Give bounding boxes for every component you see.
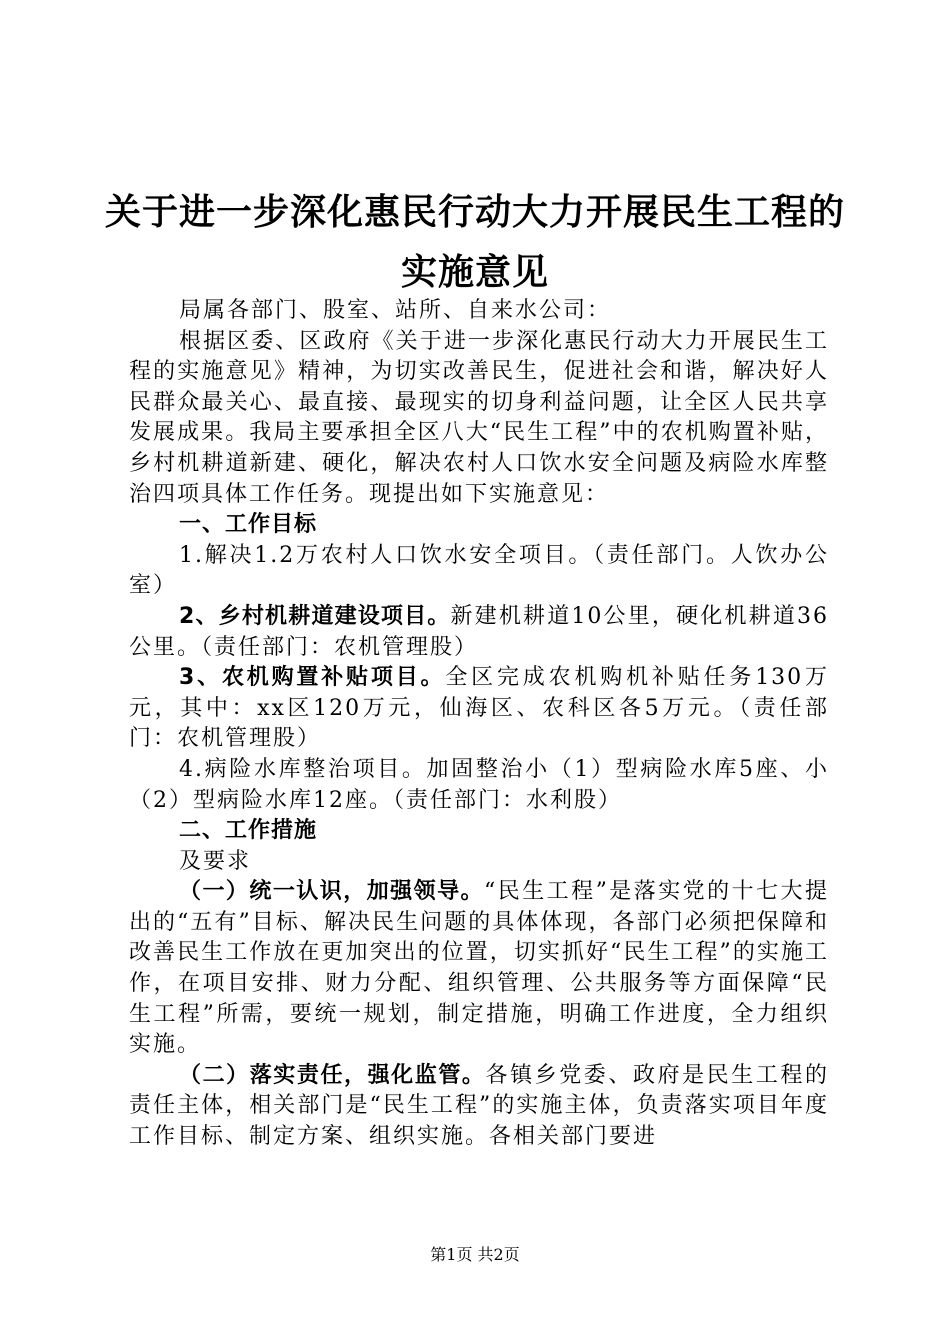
section1-item3-title: 3、农机购置补贴项目。 bbox=[179, 665, 446, 691]
document-body bbox=[129, 296, 829, 1153]
document-title-line2: 实施意见 bbox=[400, 252, 549, 293]
section2-para2 bbox=[129, 1061, 829, 1153]
section1-item3 bbox=[129, 663, 829, 755]
section1-item3-text: 全区完成农机购机补贴任务130万元，其中：xx区120万元，仙海区、农科区各5万元。（责任部门：农机管理股） bbox=[129, 665, 829, 752]
page-number-footer: 第1页 共2页 bbox=[430, 1245, 520, 1264]
salutation: 局属各部门、股室、站所、自来水公司： bbox=[179, 298, 612, 323]
section2-heading-continued: 及要求 bbox=[179, 848, 252, 874]
section1-item4: 4.病险水库整治项目。加固整治小（1）型病险水库5座、小（2）型病险水库12座。（责任部门：水利股） bbox=[129, 756, 829, 813]
section1-heading: 一、工作目标 bbox=[179, 512, 318, 538]
section2-para1 bbox=[129, 877, 829, 1061]
section1-item1: 1.解决1.2万农村人口饮水安全项目。（责任部门。人饮办公室） bbox=[129, 542, 829, 599]
document-title-line1: 关于进一步深化惠民行动大力开展民生工程的 bbox=[104, 192, 845, 233]
section2-para1-text: “民生工程”是落实党的十七大提出的“五有”目标、解决民生问题的具体体现，各部门必须把保障和改善民生工作放在更加突出的位置，切实抓好“民生工程”的实施工作，在项目安排、财力分配、组织管理、公共服务等方面保障“民生工程”所需，要统一规划，制定措施，明确工作进度，全力组织实施。 bbox=[129, 879, 829, 1058]
section1-item2-title: 2、乡村机耕道建设项目。 bbox=[179, 603, 451, 629]
section2-para1-title: （一）统一认识，加强领导。 bbox=[179, 879, 485, 905]
section2-para2-title: （二）落实责任，强化监管。 bbox=[179, 1062, 486, 1088]
section2-heading: 二、工作措施 bbox=[179, 818, 318, 844]
section1-item2 bbox=[129, 602, 829, 663]
section1-item2-text: 新建机耕道10公里，硬化机耕道36公里。（责任部门：农机管理股） bbox=[129, 603, 829, 660]
intro-paragraph: 根据区委、区政府《关于进一步深化惠民行动大力开展民生工程的实施意见》精神，为切实改善民生，促进社会和谐，解决好人民群众最关心、最直接、最现实的切身利益问题，让全区人民共享发展成果。我局主要承担全区八大“民生工程”中的农机购置补贴，乡村机耕道新建、硬化，解决农村人口饮水安全问题及病险水库整治四项具体工作任务。现提出如下实施意见： bbox=[129, 328, 829, 507]
section2-para2-text: 各镇乡党委、政府是民生工程的责任主体，相关部门是“民生工程”的实施主体，负责落实项目年度工作目标、制定方案、组织实施。各相关部门要进 bbox=[129, 1062, 829, 1150]
